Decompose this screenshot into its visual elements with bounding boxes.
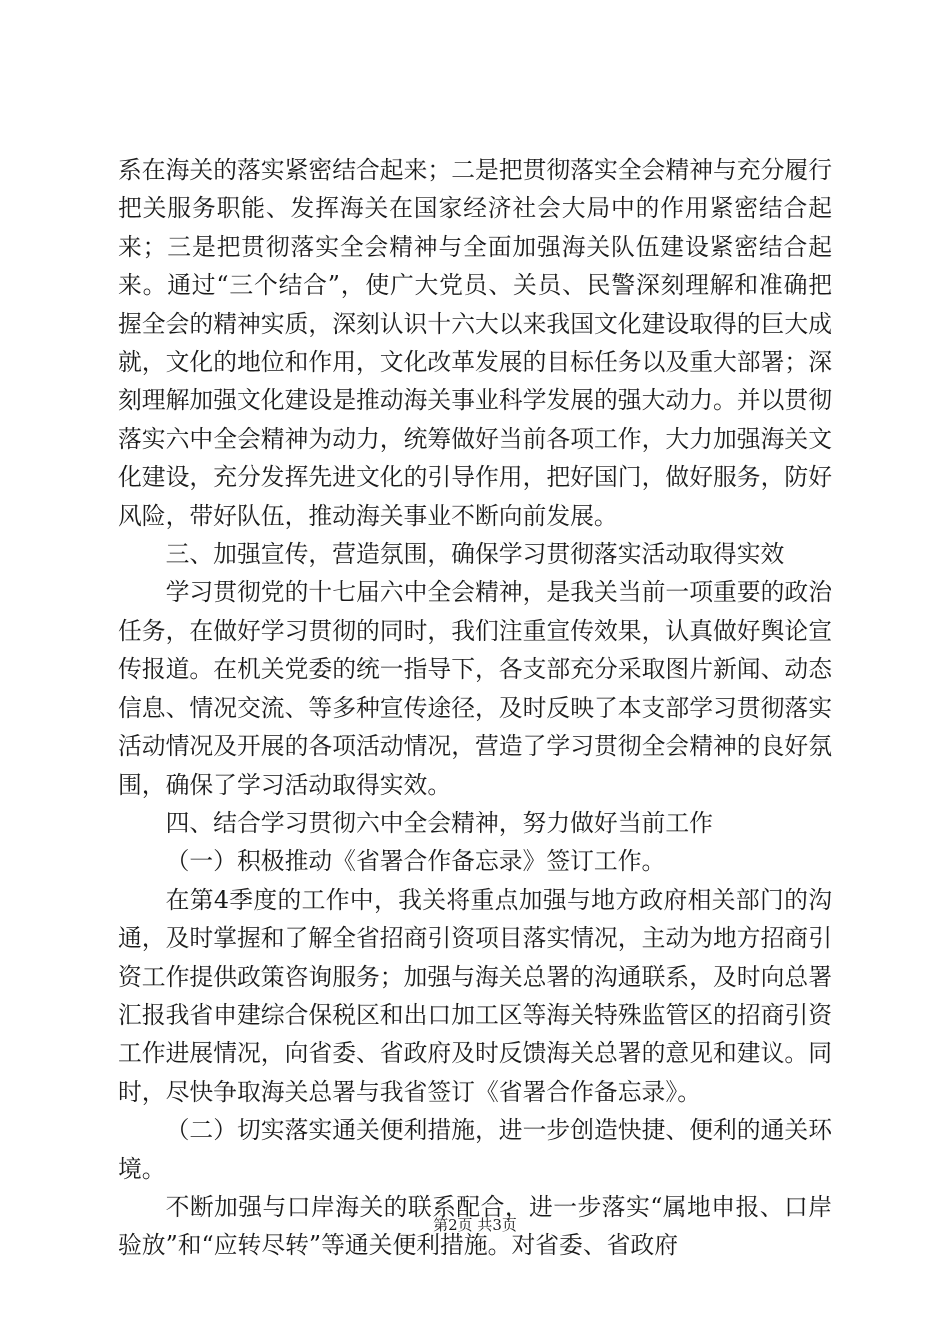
section-heading-4: 四、结合学习贯彻六中全会精神，努力做好当前工作 [165,808,713,837]
section-heading-3: 三、加强宣传，营造氛围，确保学习贯彻落实活动取得实效 [165,540,785,569]
subheading-4-1: （一）积极推动《省署合作备忘录》签订工作。 [165,847,666,876]
paragraph-4-2: 不断加强与口岸海关的联系配合，进一步落实“属地申报、口岸验放”和“应转尽转”等通关便利措施。对省委、省政府 [118,1192,832,1260]
page-number-footer: 第2页 共3页 [433,1216,517,1234]
paragraph-3: 学习贯彻党的十七届六中全会精神，是我关当前一项重要的政治任务，在做好学习贯彻的同时，我们注重宣传效果，认真做好舆论宣传报道。在机关党委的统一指导下，各支部充分采取图片新闻、动态信息、情况交流、等多种宣传途径，及时反映了本支部学习贯彻落实活动情况及开展的各项活动情况，营造了学习贯彻全会精神的良好氛围，确保了学习活动取得实效。 [118,578,832,799]
paragraph-1: 系在海关的落实紧密结合起来；二是把贯彻落实全会精神与充分履行把关服务职能、发挥海关在国家经济社会大局中的作用紧密结合起来；三是把贯彻落实全会精神与全面加强海关队伍建设紧密结合起来。通过“三个结合”，使广大党员、关员、民警深刻理解和准确把握全会的精神实质，深刻认识十六大以来我国文化建设取得的巨大成就，文化的地位和作用，文化改革发展的目标任务以及重大部署；深刻理解加强文化建设是推动海关事业科学发展的强大动力。并以贯彻落实六中全会精神为动力，统筹做好当前各项工作，大力加强海关文化建设，充分发挥先进文化的引导作用，把好国门，做好服务，防好风险，带好队伍，推动海关事业不断向前发展。 [118,156,832,530]
document-body [118,151,832,1265]
paragraph-4-1: 在第4季度的工作中，我关将重点加强与地方政府相关部门的沟通，及时掌握和了解全省招商引资项目落实情况，主动为地方招商引资工作提供政策咨询服务；加强与海关总署的沟通联系，及时向总署汇报我省申建综合保税区和出口加工区等海关特殊监管区的招商引资工作进展情况，向省委、省政府及时反馈海关总署的意见和建议。同时，尽快争取海关总署与我省签订《省署合作备忘录》。 [118,885,832,1106]
subheading-4-2: （二）切实落实通关便利措施，进一步创造快捷、便利的通关环境。 [118,1116,832,1183]
